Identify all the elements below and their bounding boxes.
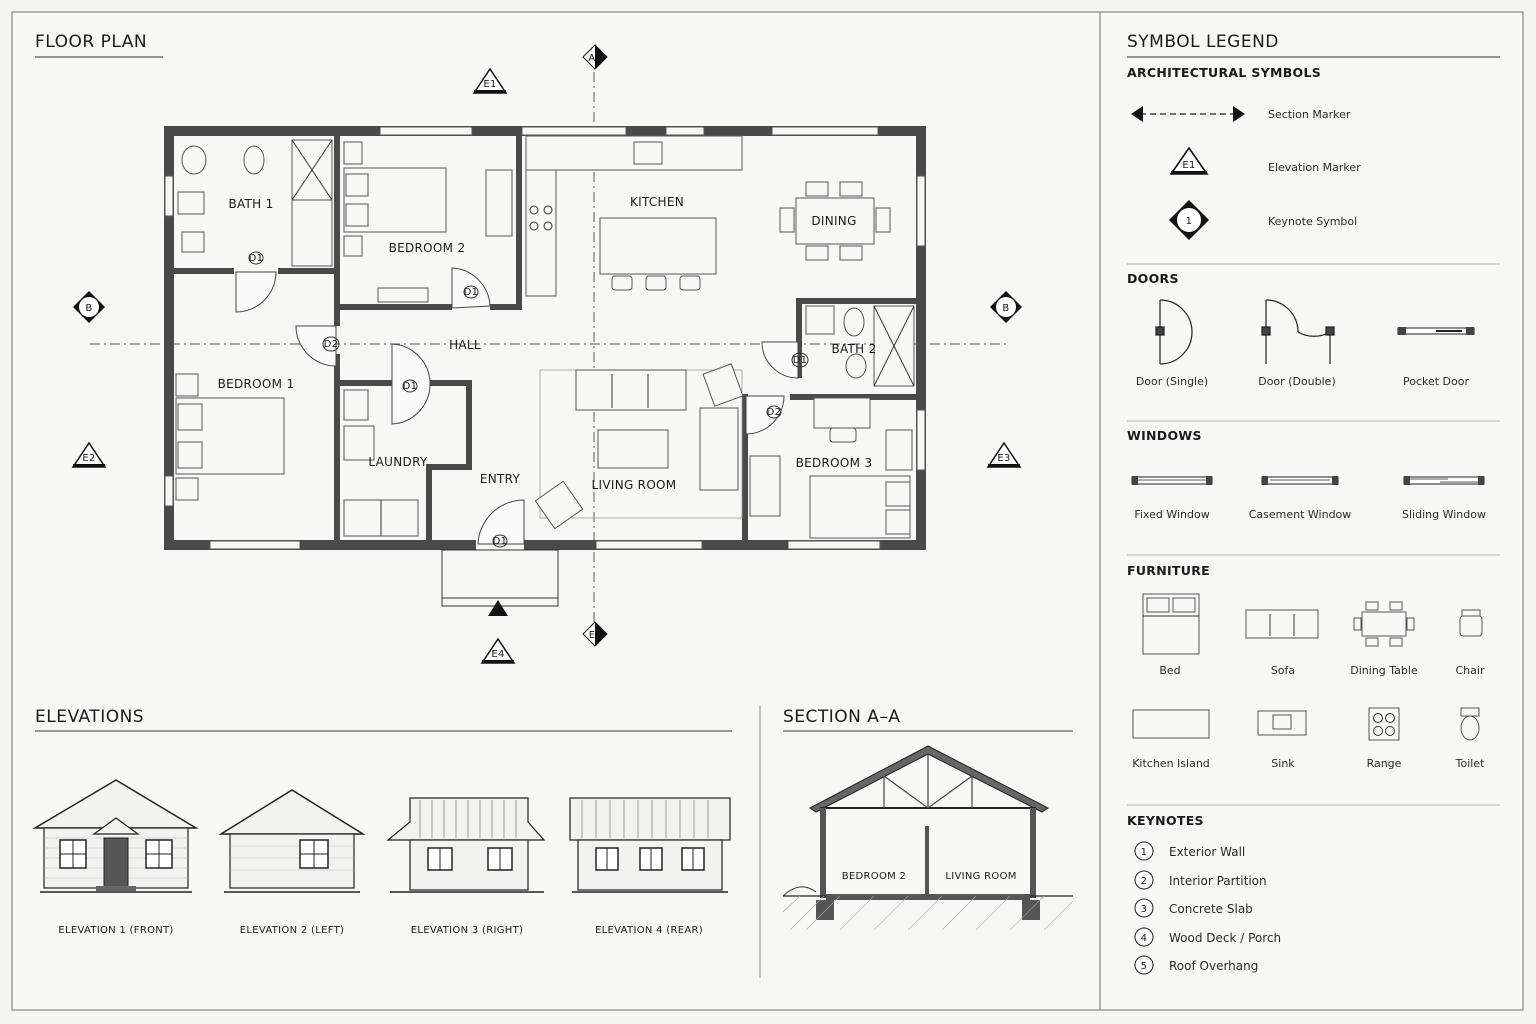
section-a-label: A: [588, 53, 596, 64]
elevation-tag: E2: [82, 453, 96, 464]
legend-keynotes-heading: KEYNOTES: [1127, 813, 1204, 828]
sofa-symbol: [1246, 610, 1318, 638]
elevations-title: ELEVATIONS: [35, 707, 145, 727]
keynote-number: 5: [1140, 961, 1148, 972]
door-tag: D1: [402, 381, 418, 392]
legend-item-label: Toilet: [1455, 757, 1485, 770]
elevation-caption: ELEVATION 1 (FRONT): [58, 925, 174, 936]
legend-item-label: Pocket Door: [1402, 375, 1470, 388]
legend-architectural-heading: ARCHITECTURAL SYMBOLS: [1127, 65, 1322, 80]
elevation-tag: E1: [483, 79, 497, 90]
door-tag: D1: [248, 253, 264, 264]
fixed-window-symbol: [1132, 476, 1212, 485]
keynote-text: Exterior Wall: [1169, 845, 1246, 859]
section-a-bottom-label: E: [588, 630, 596, 641]
door-tag: D1: [463, 287, 479, 298]
keynote-number: 2: [1140, 876, 1148, 887]
section-room-label: LIVING ROOM: [945, 871, 1017, 882]
room-label-bedroom1: BEDROOM 1: [217, 377, 295, 391]
door-tag: D2: [323, 339, 339, 350]
legend-keynote-tag: 1: [1185, 216, 1193, 227]
legend-item-label: Sliding Window: [1402, 508, 1486, 521]
legend-windows-heading: WINDOWS: [1127, 428, 1202, 443]
toilet-symbol: [1461, 708, 1479, 740]
legend-item-label: Door (Double): [1258, 375, 1336, 388]
legend-item-label: Range: [1366, 757, 1402, 770]
room-label-bedroom3: BEDROOM 3: [795, 456, 873, 470]
legend-item-label: Sofa: [1270, 664, 1296, 677]
chair-symbol: [1460, 610, 1482, 636]
legend-item-label: Elevation Marker: [1268, 161, 1361, 174]
legend-item-label: Chair: [1455, 664, 1485, 677]
keynote-number: 4: [1140, 933, 1148, 944]
legend-elevation-tag: E1: [1182, 160, 1196, 171]
section-b-label: B: [85, 303, 93, 314]
room-label-bath1: BATH 1: [228, 197, 274, 211]
legend-title: SYMBOL LEGEND: [1127, 32, 1279, 52]
legend-item-label: Casement Window: [1248, 508, 1352, 521]
section-b-label: B: [1002, 303, 1010, 314]
legend-item-label: Fixed Window: [1134, 508, 1210, 521]
section-title: SECTION A–A: [783, 707, 901, 727]
room-label-laundry: LAUNDRY: [368, 455, 428, 469]
bed-symbol: [1143, 594, 1199, 654]
legend-item-label: Kitchen Island: [1132, 757, 1210, 770]
room-label-living: LIVING ROOM: [591, 478, 677, 492]
elevation-caption: ELEVATION 3 (RIGHT): [410, 925, 524, 936]
legend-item-label: Door (Single): [1135, 375, 1209, 388]
legend-item-label: Bed: [1159, 664, 1181, 677]
keynote-text: Roof Overhang: [1169, 959, 1259, 973]
sliding-window-symbol: [1404, 476, 1484, 485]
room-label-entry: ENTRY: [479, 472, 521, 486]
elevation-caption: ELEVATION 4 (REAR): [595, 925, 703, 936]
room-label-kitchen: KITCHEN: [629, 195, 685, 209]
keynote-number: 3: [1140, 904, 1148, 915]
elevation-right-drawing: [388, 798, 544, 892]
legend-item-label: Sink: [1271, 757, 1295, 770]
legend-item-label: Keynote Symbol: [1268, 215, 1358, 228]
keynote-number: 1: [1140, 847, 1148, 858]
room-label-bath2: BATH 2: [831, 342, 877, 356]
floor-plan-title: FLOOR PLAN: [35, 32, 148, 52]
range-symbol: [1369, 708, 1399, 740]
pocket-door-symbol: [1398, 327, 1474, 335]
elevation-caption: ELEVATION 2 (LEFT): [239, 925, 345, 936]
elevation-tag: E4: [491, 649, 505, 660]
door-tag: D1: [492, 536, 508, 547]
keynote-text: Interior Partition: [1169, 874, 1267, 888]
room-label-bedroom2: BEDROOM 2: [388, 241, 466, 255]
keynote-text: Wood Deck / Porch: [1169, 931, 1282, 945]
room-label-hall: HALL: [449, 338, 481, 352]
door-tag: D1: [792, 355, 808, 366]
section-room-label: BEDROOM 2: [841, 871, 907, 882]
legend-furniture-heading: FURNITURE: [1127, 563, 1210, 578]
sink-symbol: [1258, 711, 1306, 735]
legend-item-label: Dining Table: [1350, 664, 1418, 677]
keynote-text: Concrete Slab: [1169, 902, 1253, 916]
legend-item-label: Section Marker: [1268, 108, 1351, 121]
room-label-dining: DINING: [811, 214, 857, 228]
elevation-rear-drawing: [570, 798, 730, 892]
door-tag: D2: [766, 407, 782, 418]
elevation-tag: E3: [997, 453, 1011, 464]
kitchen-island-symbol: [1133, 710, 1209, 738]
casement-window-symbol: [1262, 476, 1338, 485]
legend-doors-heading: DOORS: [1127, 271, 1179, 286]
